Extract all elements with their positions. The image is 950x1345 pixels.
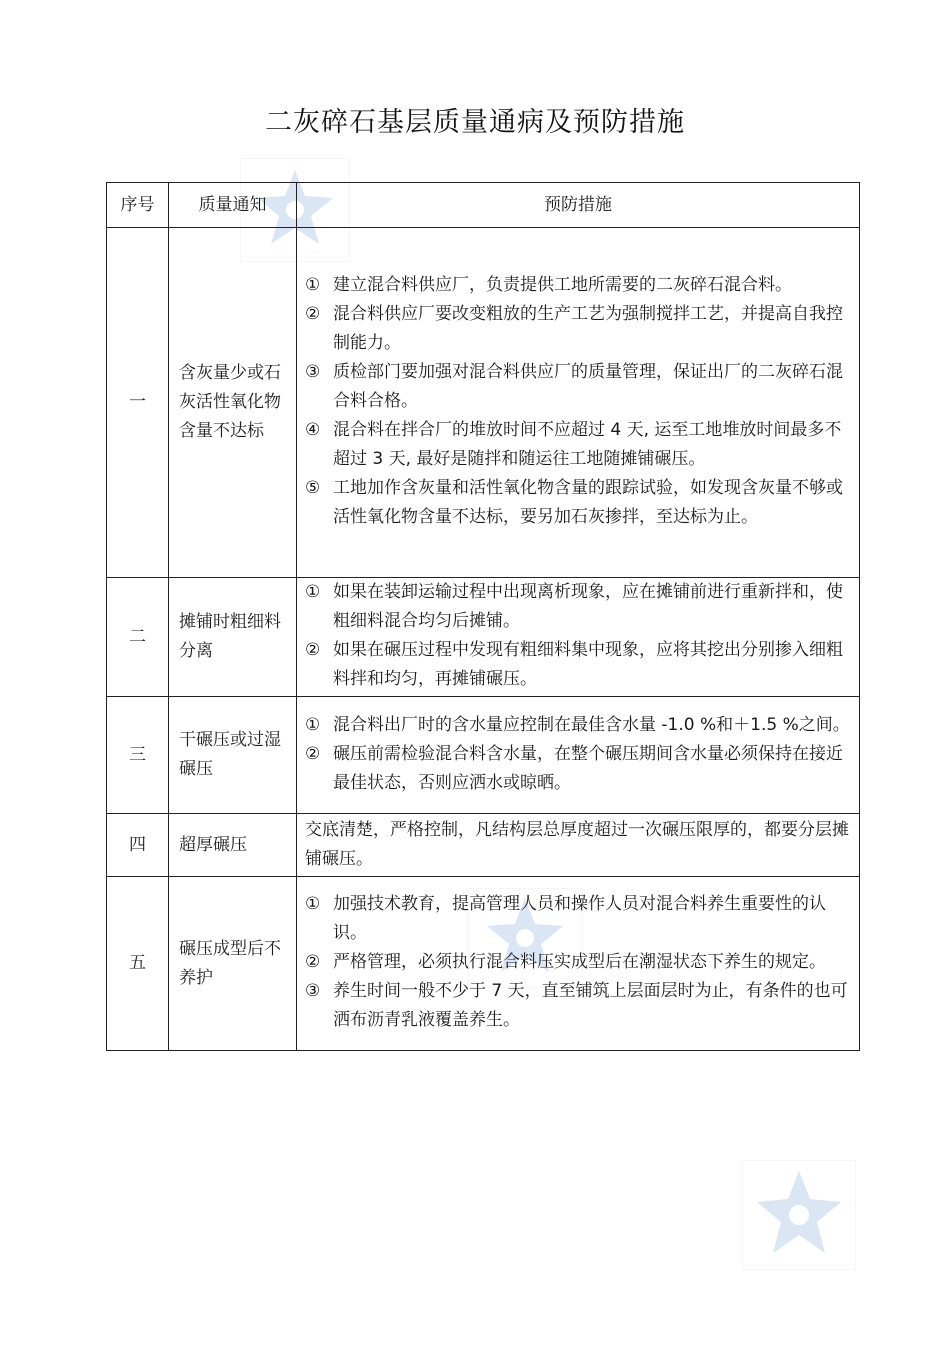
table-row [107,697,860,814]
row-measures [297,877,860,1051]
measure-text: 严格管理，必须执行混合料压实成型后在潮湿状态下养生的规定。 [333,952,826,972]
measure-number: ② [305,304,321,324]
measure-item [305,636,857,694]
measure-item [305,740,857,798]
measure-item [305,474,857,532]
measure-text: 如果在碾压过程中发现有粗细料集中现象，应将其挖出分别掺入细粗料拌和均匀，再摊铺碾压。 [333,640,843,689]
row-seq: 三 [107,697,169,814]
measure-text: 混合料供应厂要改变粗放的生产工艺为强制搅拌工艺，并提高自我控制能力。 [333,304,843,353]
measure-item [305,890,857,948]
measure-item [305,271,857,300]
measure-text: 混合料在拌合厂的堆放时间不应超过 4 天, 运至工地堆放时间最多不超过 3 天, 最好是随拌和随运往工地随摊铺碾压。 [333,420,842,469]
measure-text: 质检部门要加强对混合料供应厂的质量管理，保证出厂的二灰碎石混合料合格。 [333,362,843,411]
row-measures [297,228,860,578]
row-issue: 碾压成型后不养护 [169,877,297,1051]
measure-item [305,416,857,474]
measure-number: ③ [305,362,321,382]
measure-item [305,977,857,1035]
measure-text: 如果在装卸运输过程中出现离析现象，应在摊铺前进行重新拌和，使粗细料混合均匀后摊铺。 [333,582,843,631]
measure-item [305,578,857,636]
row-measures [297,697,860,814]
header-issue: 质量通知 [169,183,297,228]
watermark-logo-icon [742,1160,856,1270]
measure-item [305,358,857,416]
measure-number: ④ [305,420,321,440]
header-seq: 序号 [107,183,169,228]
row-issue: 超厚碾压 [169,814,297,877]
measure-number: ⑤ [305,478,321,498]
measure-number: ① [305,582,321,602]
measure-text: 碾压前需检验混合料含水量，在整个碾压期间含水量必须保持在接近最佳状态，否则应洒水或晾晒。 [333,743,843,793]
measure-text: 交底清楚，严格控制，凡结构层总厚度超过一次碾压限厚的，都要分层摊铺碾压。 [305,820,849,869]
row-measures [297,814,860,877]
table-row [107,578,860,697]
measure-text: 混合料出厂时的含水量应控制在最佳含水量 -1.0 %和＋1.5 %之间。 [333,714,850,735]
measure-item [305,711,857,740]
measure-item [305,948,857,977]
table-header-row [107,183,860,228]
row-issue: 摊铺时粗细料分离 [169,578,297,697]
measure-text: 加强技术教育，提高管理人员和操作人员对混合料养生重要性的认识。 [333,894,826,943]
measure-number: ① [305,714,321,735]
header-measures: 预防措施 [297,183,860,228]
measure-text: 养生时间一般不少于 7 天，直至铺筑上层面层时为止，有条件的也可洒布沥青乳液覆盖养生。 [333,981,848,1030]
quality-table [106,182,860,1051]
measure-number: ② [305,640,321,660]
measure-number: ③ [305,981,321,1001]
row-issue: 干碾压或过湿碾压 [169,697,297,814]
row-measures [297,578,860,697]
measure-text: 建立混合料供应厂，负责提供工地所需要的二灰碎石混合料。 [333,275,792,295]
row-seq: 四 [107,814,169,877]
measure-item [305,300,857,358]
page-title: 二灰碎石基层质量通病及预防措施 [265,107,685,138]
measure-text: 工地加作含灰量和活性氧化物含量的跟踪试验，如发现含灰量不够或活性氧化物含量不达标，要另加石灰掺拌，至达标为止。 [333,478,843,527]
measure-number: ② [305,952,321,972]
measure-number: ① [305,275,321,295]
row-seq: 二 [107,578,169,697]
row-issue: 含灰量少或石灰活性氧化物含量不达标 [169,228,297,578]
row-seq: 五 [107,877,169,1051]
table-row [107,814,860,877]
measure-number: ① [305,894,321,914]
table-row [107,228,860,578]
table-row [107,877,860,1051]
row-seq: 一 [107,228,169,578]
measure-number: ② [305,743,321,764]
